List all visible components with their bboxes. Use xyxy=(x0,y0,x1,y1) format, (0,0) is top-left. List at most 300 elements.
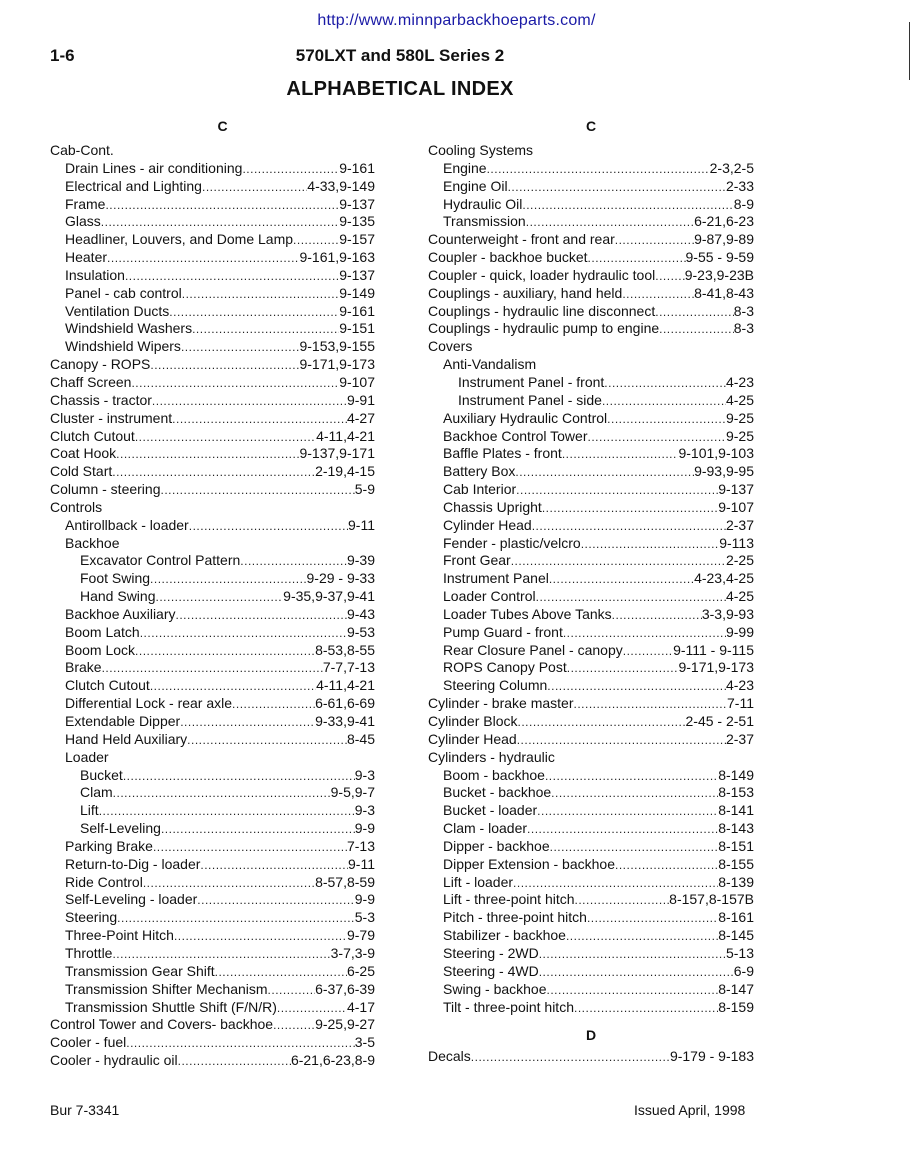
index-term: Electrical and Lighting xyxy=(65,177,202,194)
index-entry xyxy=(428,874,754,892)
index-page-ref: 9-171,9-173 xyxy=(678,659,754,676)
index-page-ref: 9-137 xyxy=(718,481,754,498)
index-entry xyxy=(428,196,754,214)
index-page-ref: 9-11 xyxy=(348,855,375,872)
index-term: Coupler - backhoe bucket xyxy=(428,249,588,266)
index-term: Swing - backhoe xyxy=(443,980,547,997)
index-term: Engine Oil xyxy=(443,177,508,194)
index-entry xyxy=(428,838,754,856)
index-term: Steering - 2WD xyxy=(443,944,539,961)
index-page-ref: 8-161 xyxy=(718,909,754,926)
index-entry xyxy=(428,338,754,356)
index-page-ref: 9-111 - 9-115 xyxy=(673,641,754,658)
index-term: Cluster - instrument xyxy=(50,409,173,426)
index-entry xyxy=(428,231,754,249)
index-entry xyxy=(428,945,754,963)
index-term: Boom Latch xyxy=(65,623,140,640)
index-page-ref: 9-161 xyxy=(339,302,375,319)
source-url[interactable]: http://www.minnparbackhoeparts.com/ xyxy=(317,12,596,29)
section-heading-c-right: C xyxy=(585,118,597,134)
index-entry xyxy=(428,445,754,463)
index-page-ref: 9-179 - 9-183 xyxy=(669,1048,754,1065)
index-page-ref: 4-25 xyxy=(725,391,754,408)
index-entry xyxy=(428,517,754,535)
index-term: Self-Leveling xyxy=(80,820,161,837)
index-page-ref: 9-53 xyxy=(346,623,375,640)
index-entry xyxy=(428,731,754,749)
index-entry xyxy=(50,285,375,303)
index-page-ref: 8-157,8-157B xyxy=(669,891,754,908)
index-entry xyxy=(50,874,375,892)
index-term: Cooler - hydraulic oil xyxy=(50,1052,178,1069)
dot-leader xyxy=(240,553,347,571)
index-term: Engine xyxy=(443,159,487,176)
index-term: Column - steering xyxy=(50,481,161,498)
index-term: Return-to-Dig - loader xyxy=(65,855,201,872)
dot-leader xyxy=(277,1000,347,1018)
index-term: Couplings - hydraulic line disconnect xyxy=(428,302,656,319)
index-entry xyxy=(428,820,754,838)
index-term: Heater xyxy=(65,249,108,266)
dot-leader xyxy=(107,250,299,268)
index-term: Throttle xyxy=(65,944,113,961)
index-term: Cooler - fuel xyxy=(50,1034,127,1051)
index-page-ref: 6-21,6-23 xyxy=(694,213,754,230)
index-page-ref: 2-37 xyxy=(725,730,754,747)
index-term: Cab Interior xyxy=(443,481,517,498)
index-page-ref: 9-107 xyxy=(339,373,375,390)
index-page-ref: 9-11 xyxy=(348,516,375,533)
index-page-ref: 8-53,8-55 xyxy=(315,641,375,658)
index-page-ref: 9-93,9-95 xyxy=(694,463,754,480)
dot-leader xyxy=(125,268,339,286)
index-entry xyxy=(50,981,375,999)
dot-leader xyxy=(112,946,330,964)
index-entry xyxy=(50,374,375,392)
index-term: Antirollback - loader xyxy=(65,516,189,533)
dot-leader xyxy=(508,179,726,197)
dot-leader xyxy=(513,875,718,893)
index-entry xyxy=(50,1034,375,1052)
dot-leader xyxy=(189,518,348,536)
index-entry xyxy=(50,588,375,606)
index-page-ref: 4-23,4-25 xyxy=(694,570,754,587)
index-page-ref: 8-41,8-43 xyxy=(694,284,754,301)
index-page-ref: 9-101,9-103 xyxy=(678,445,754,462)
index-term: Coat Hook xyxy=(50,445,117,462)
index-entry xyxy=(428,659,754,677)
index-entry xyxy=(428,142,754,160)
index-term: Headliner, Louvers, and Dome Lamp xyxy=(65,231,294,248)
index-term: Battery Box xyxy=(443,463,516,480)
dot-leader xyxy=(581,536,720,554)
index-entry xyxy=(428,588,754,606)
index-page-ref: 8-147 xyxy=(718,980,754,997)
index-entry xyxy=(50,1052,375,1070)
index-term: Loader Tubes Above Tanks xyxy=(443,605,612,622)
index-entry xyxy=(50,624,375,642)
dot-leader xyxy=(655,304,734,322)
index-page-ref: 8-45 xyxy=(346,730,375,747)
index-entry xyxy=(428,570,754,588)
index-page-ref: 2-37 xyxy=(725,516,754,533)
index-entry xyxy=(50,445,375,463)
index-page-ref: 9-3 xyxy=(354,802,375,819)
index-term: Lift - loader xyxy=(443,873,514,890)
index-term: Cylinder Head xyxy=(428,730,517,747)
index-page-ref: 9-25,9-27 xyxy=(315,1016,375,1033)
index-term: Instrument Panel - side xyxy=(458,391,602,408)
index-entry xyxy=(428,891,754,909)
dot-leader xyxy=(539,946,726,964)
dot-leader xyxy=(172,411,347,429)
index-entry xyxy=(50,713,375,731)
dot-leader xyxy=(574,696,728,714)
index-page-ref: 8-143 xyxy=(718,820,754,837)
dot-leader xyxy=(268,982,316,1000)
index-term: Brake xyxy=(65,659,102,676)
left-index-column xyxy=(50,117,375,1070)
dot-leader xyxy=(153,839,347,857)
dot-leader xyxy=(232,696,315,714)
index-term: ROPS Canopy Post xyxy=(443,659,567,676)
index-page-ref: 2-45 - 2-51 xyxy=(685,713,754,729)
index-term: Cooling Systems xyxy=(428,142,534,158)
dot-leader xyxy=(539,964,734,982)
index-term: Cab-Cont. xyxy=(50,142,114,158)
index-entry xyxy=(428,392,754,410)
series-heading: 570LXT and 580L Series 2 xyxy=(295,46,505,65)
index-entry xyxy=(428,767,754,785)
dot-leader xyxy=(150,571,306,589)
index-entry xyxy=(428,695,754,713)
index-term: Counterweight - front and rear xyxy=(428,231,615,248)
index-term: Backhoe Control Tower xyxy=(443,427,588,444)
index-page-ref: 2-3,2-5 xyxy=(709,159,754,176)
index-term: Front Gear xyxy=(443,552,511,569)
index-page-ref: 8-145 xyxy=(718,927,754,944)
index-term: Backhoe Auxiliary xyxy=(65,605,176,622)
dot-leader xyxy=(551,785,718,803)
index-page-ref: 4-23 xyxy=(725,677,754,694)
document-number: Bur 7-3341 xyxy=(50,1102,120,1118)
index-term: Dipper - backhoe xyxy=(443,837,550,854)
index-term: Lift xyxy=(80,802,99,819)
dot-leader xyxy=(537,803,718,821)
index-page-ref: 9-161 xyxy=(339,159,375,176)
index-entry xyxy=(50,213,375,231)
index-entry xyxy=(50,820,375,838)
index-term: Stabilizer - backhoe xyxy=(443,927,566,944)
index-page-ref: 4-17 xyxy=(346,998,375,1015)
index-term: Chassis - tractor xyxy=(50,391,152,408)
index-term: Chassis Upright xyxy=(443,498,542,515)
index-term: Ride Control xyxy=(65,873,143,890)
index-term: Frame xyxy=(65,195,106,212)
index-entry xyxy=(428,856,754,874)
index-term: Hand Held Auxiliary xyxy=(65,730,188,747)
dot-leader xyxy=(117,910,355,928)
index-entry xyxy=(428,410,754,428)
index-term: Windshield Washers xyxy=(65,320,193,337)
dot-leader xyxy=(116,446,299,464)
index-entry xyxy=(50,499,375,517)
index-page-ref: 4-33,9-149 xyxy=(307,177,375,194)
index-entry xyxy=(428,963,754,981)
index-entry xyxy=(50,927,375,945)
dot-leader xyxy=(113,785,331,803)
index-entry xyxy=(50,267,375,285)
dot-leader xyxy=(536,589,726,607)
index-entry xyxy=(50,356,375,374)
dot-leader xyxy=(215,964,347,982)
index-entry xyxy=(428,303,754,321)
index-page-ref: 7-7,7-13 xyxy=(322,659,375,676)
page-edge-mark xyxy=(909,22,910,80)
index-term: Controls xyxy=(50,498,103,515)
index-entry xyxy=(428,160,754,178)
section-spacer xyxy=(428,1016,754,1026)
dot-leader xyxy=(511,553,726,571)
index-page-ref: 8-3 xyxy=(733,302,754,319)
dot-leader xyxy=(623,643,673,661)
index-term: Loader Control xyxy=(443,588,536,605)
index-entry xyxy=(50,570,375,588)
dot-leader xyxy=(562,446,679,464)
index-term: Drain Lines - air conditioning xyxy=(65,159,243,176)
dot-leader xyxy=(273,1017,315,1035)
dot-leader xyxy=(187,732,347,750)
index-entry xyxy=(50,838,375,856)
index-entry xyxy=(428,677,754,695)
index-entry xyxy=(428,356,754,374)
index-entry xyxy=(50,196,375,214)
index-entry xyxy=(428,374,754,392)
index-page-ref: 9-137 xyxy=(339,266,375,283)
index-term: Cylinder - brake master xyxy=(428,695,574,712)
index-page-ref: 6-61,6-69 xyxy=(315,695,375,712)
index-page-ref: 5-3 xyxy=(354,909,375,926)
index-term: Instrument Panel xyxy=(443,570,549,587)
index-page-ref: 9-3 xyxy=(354,766,375,783)
index-page-ref: 9-99 xyxy=(725,623,754,640)
index-term: Couplings - hydraulic pump to engine xyxy=(428,320,660,337)
dot-leader xyxy=(99,803,355,821)
index-entry xyxy=(50,963,375,981)
index-entry xyxy=(428,213,754,231)
index-page-ref: 9-5,9-7 xyxy=(330,784,375,801)
dot-leader xyxy=(526,214,694,232)
index-term: Windshield Wipers xyxy=(65,338,181,355)
index-entry xyxy=(428,802,754,820)
index-entry xyxy=(50,749,375,767)
issue-date: Issued April, 1998 xyxy=(634,1102,746,1118)
index-term: Backhoe xyxy=(65,534,120,551)
index-entry xyxy=(428,606,754,624)
index-page-ref: 9-107 xyxy=(718,498,754,515)
dot-leader xyxy=(102,660,323,678)
index-term: Couplings - auxiliary, hand held xyxy=(428,284,623,301)
index-page-ref: 9-35,9-37,9-41 xyxy=(283,588,375,605)
index-page-ref: 9-29 - 9-33 xyxy=(306,570,375,587)
dot-leader xyxy=(105,197,339,215)
index-entry xyxy=(50,767,375,785)
index-entry xyxy=(428,624,754,642)
dot-leader xyxy=(612,607,702,625)
index-entry xyxy=(428,178,754,196)
index-term: Glass xyxy=(65,213,101,230)
dot-leader xyxy=(150,357,299,375)
dot-leader xyxy=(517,732,726,750)
left-entry-list xyxy=(50,142,375,1070)
index-entry xyxy=(428,981,754,999)
index-entry xyxy=(428,285,754,303)
index-term: Instrument Panel - front xyxy=(458,373,605,390)
index-page-ref: 9-33,9-41 xyxy=(315,713,375,729)
index-page-ref: 4-25 xyxy=(725,588,754,605)
index-entry xyxy=(50,142,375,160)
index-page-ref: 9-149 xyxy=(339,284,375,301)
index-entry xyxy=(50,909,375,927)
index-entry xyxy=(50,338,375,356)
index-term: Self-Leveling - loader xyxy=(65,891,198,908)
dot-leader xyxy=(542,500,718,518)
dot-leader xyxy=(200,857,348,875)
dot-leader xyxy=(527,821,718,839)
index-entry xyxy=(428,499,754,517)
dot-leader xyxy=(242,161,339,179)
index-page-ref: 6-9 xyxy=(733,962,754,979)
index-entry xyxy=(50,856,375,874)
index-page-ref: 8-57,8-59 xyxy=(315,873,375,890)
index-term: Cold Start xyxy=(50,463,113,480)
dot-leader xyxy=(622,286,694,304)
dot-leader xyxy=(567,660,679,678)
dot-leader xyxy=(587,910,718,928)
index-entry xyxy=(50,303,375,321)
dot-leader xyxy=(180,714,315,732)
dot-leader xyxy=(131,375,339,393)
dot-leader xyxy=(174,928,347,946)
dot-leader xyxy=(517,714,685,732)
index-entry xyxy=(50,802,375,820)
index-page-ref: 9-113 xyxy=(719,534,754,551)
index-entry xyxy=(50,320,375,338)
dot-leader xyxy=(607,411,726,429)
dot-leader xyxy=(293,232,339,250)
index-page-ref: 9-137,9-171 xyxy=(299,445,375,462)
dot-leader xyxy=(135,429,316,447)
index-page-ref: 9-79 xyxy=(346,927,375,944)
index-page-ref: 9-39 xyxy=(346,552,375,569)
index-page-ref: 3-5 xyxy=(354,1034,375,1051)
index-term: Lift - three-point hitch xyxy=(443,891,575,908)
page-number: 1-6 xyxy=(50,46,75,65)
dot-leader xyxy=(522,197,733,215)
d-entry-list xyxy=(428,1048,754,1066)
index-page-ref: 9-137 xyxy=(339,195,375,212)
index-page-ref: 9-91 xyxy=(346,391,375,408)
index-term: Clutch Cutout xyxy=(65,677,150,694)
index-page-ref: 2-19,4-15 xyxy=(315,463,375,480)
dot-leader xyxy=(471,1049,670,1067)
index-page-ref: 9-153,9-155 xyxy=(299,338,375,355)
index-page-ref: 3-7,3-9 xyxy=(330,944,375,961)
index-entry xyxy=(50,231,375,249)
index-page-ref: 9-9 xyxy=(354,891,375,908)
index-entry xyxy=(428,267,754,285)
index-entry xyxy=(50,392,375,410)
index-entry xyxy=(50,160,375,178)
index-page-ref: 9-9 xyxy=(354,820,375,837)
dot-leader xyxy=(123,768,355,786)
index-page-ref: 2-33 xyxy=(725,177,754,194)
index-entry xyxy=(428,749,754,767)
dot-leader xyxy=(655,268,684,286)
index-term: Three-Point Hitch xyxy=(65,927,174,944)
dot-leader xyxy=(515,464,694,482)
dot-leader xyxy=(588,250,686,268)
index-page-ref: 4-27 xyxy=(346,409,375,426)
index-entry xyxy=(50,784,375,802)
dot-leader xyxy=(169,304,339,322)
index-entry xyxy=(428,320,754,338)
index-term: Control Tower and Covers- backhoe xyxy=(50,1016,274,1033)
index-page-ref: 8-151 xyxy=(718,837,754,854)
index-page-ref: 7-13 xyxy=(346,837,375,854)
index-entry xyxy=(50,535,375,553)
index-term: Transmission Gear Shift xyxy=(65,962,215,979)
dot-leader xyxy=(575,892,670,910)
index-term: Steering Column xyxy=(443,677,548,694)
index-entry xyxy=(50,517,375,535)
index-page-ref: 9-135 xyxy=(339,213,375,230)
dot-leader xyxy=(550,839,719,857)
dot-leader xyxy=(604,375,726,393)
index-term: Cylinders - hydraulic xyxy=(428,748,555,765)
index-term: Fender - plastic/velcro xyxy=(443,534,581,551)
index-page-ref: 9-25 xyxy=(725,409,754,426)
dot-leader xyxy=(143,875,315,893)
index-term: Differential Lock - rear axle xyxy=(65,695,233,712)
index-entry xyxy=(428,1048,754,1066)
index-page-ref: 9-171,9-173 xyxy=(299,356,375,373)
index-term: Bucket xyxy=(80,766,123,783)
index-page-ref: 9-23,9-23B xyxy=(684,266,754,283)
index-term: Insulation xyxy=(65,266,125,283)
index-page-ref: 4-23 xyxy=(725,373,754,390)
dot-leader xyxy=(126,1035,355,1053)
index-term: Coupler - quick, loader hydraulic tool xyxy=(428,266,656,283)
index-term: Steering - 4WD xyxy=(443,962,539,979)
index-page-ref: 6-37,6-39 xyxy=(315,980,375,997)
index-term: Steering xyxy=(65,909,118,926)
dot-leader xyxy=(192,321,339,339)
index-term: Dipper Extension - backhoe xyxy=(443,855,615,872)
index-term: Transmission xyxy=(443,213,526,230)
dot-leader xyxy=(566,928,718,946)
index-term: Bucket - backhoe xyxy=(443,784,552,801)
dot-leader xyxy=(140,625,347,643)
index-term: Cylinder Head xyxy=(443,516,532,533)
index-page-ref: 8-149 xyxy=(718,766,754,783)
index-term: Hand Swing xyxy=(80,588,156,605)
index-term: Extendable Dipper xyxy=(65,713,181,729)
index-entry xyxy=(50,677,375,695)
dot-leader xyxy=(156,589,284,607)
index-term: Ventilation Ducts xyxy=(65,302,170,319)
index-term: Boom Lock xyxy=(65,641,136,658)
